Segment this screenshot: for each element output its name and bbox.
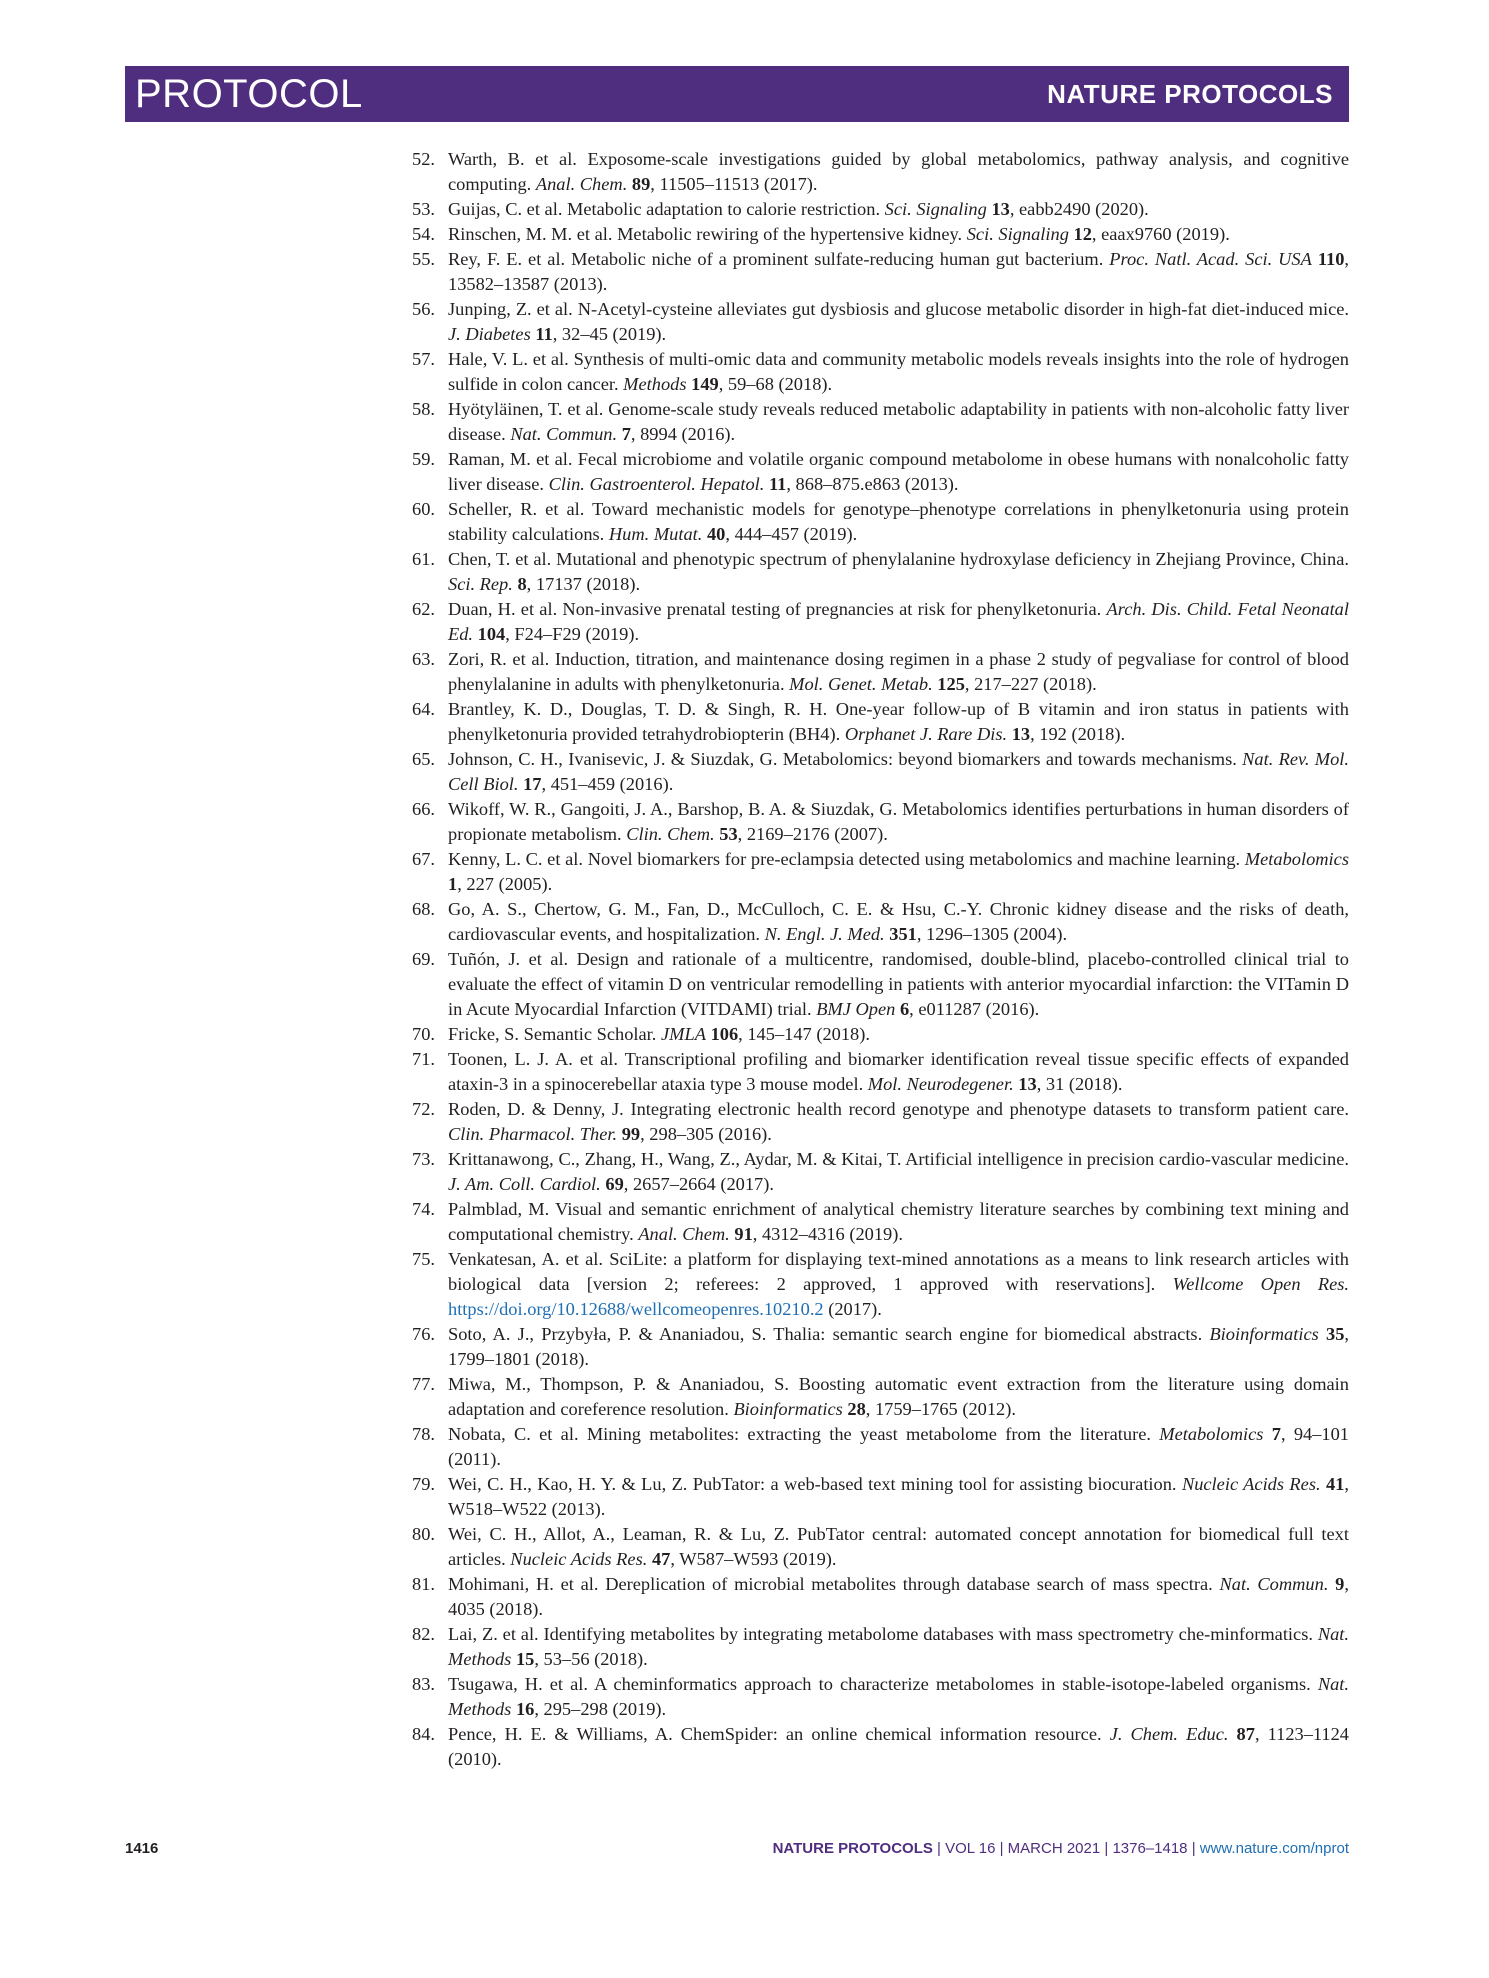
reference-item xyxy=(412,497,1349,547)
reference-text: , 2657–2664 (2017). xyxy=(623,1174,774,1194)
reference-item xyxy=(412,222,1349,247)
reference-volume: 87 xyxy=(1236,1724,1255,1744)
reference-text: Pence, H. E. & Williams, A. ChemSpider: an online chemical information resource. xyxy=(448,1724,1110,1744)
reference-text: , 451–459 (2016). xyxy=(541,774,674,794)
reference-item xyxy=(412,597,1349,647)
reference-item xyxy=(412,947,1349,1022)
reference-number: 76. xyxy=(412,1324,435,1344)
reference-journal: Clin. Chem. xyxy=(626,824,715,844)
reference-volume: 99 xyxy=(621,1124,641,1144)
reference-text: Hyötyläinen, T. et al. Genome-scale study reveals reduced metabolic adaptability in patients with non-alcoholic fatty liver disease. xyxy=(448,399,1349,444)
reference-number: 55. xyxy=(412,249,435,269)
reference-text: Rey, F. E. et al. Metabolic niche of a prominent sulfate-reducing human gut bacterium. xyxy=(448,249,1110,269)
reference-number: 52. xyxy=(412,149,435,169)
reference-text: , eabb2490 (2020). xyxy=(1009,199,1149,219)
reference-volume: 89 xyxy=(631,174,651,194)
reference-number: 63. xyxy=(412,649,435,669)
reference-volume: 28 xyxy=(847,1399,866,1419)
reference-text: Lai, Z. et al. Identifying metabolites by integrating metabolome databases with mass spectrometry che-minformatics. xyxy=(448,1624,1318,1644)
reference-text: Wikoff, W. R., Gangoiti, J. A., Barshop, B. A. & Siuzdak, G. Metabolomics identifies perturbations in human disorders of propionate metabolism. xyxy=(448,799,1349,844)
reference-journal: Arch. Dis. Child. Fetal Neonatal Ed. xyxy=(448,599,1349,644)
reference-journal: Mol. Genet. Metab. xyxy=(789,674,933,694)
reference-item xyxy=(412,397,1349,447)
reference-item xyxy=(412,1022,1349,1047)
footer-separator: | xyxy=(1100,1840,1113,1857)
reference-item xyxy=(412,247,1349,297)
reference-number: 59. xyxy=(412,449,435,469)
footer-pages: 1376–1418 xyxy=(1112,1840,1188,1857)
reference-number: 58. xyxy=(412,399,435,419)
reference-journal: Nucleic Acids Res. xyxy=(1181,1474,1321,1494)
reference-number: 72. xyxy=(412,1099,435,1119)
reference-item xyxy=(412,547,1349,597)
footer-date: MARCH 2021 xyxy=(1007,1840,1101,1857)
reference-text: Soto, A. J., Przybyła, P. & Ananiadou, S. Thalia: semantic search engine for biomedical abstracts. xyxy=(448,1324,1210,1344)
reference-item xyxy=(412,897,1349,947)
reference-text: Kenny, L. C. et al. Novel biomarkers for pre-eclampsia detected using metabolomics and machine learning. xyxy=(448,849,1245,869)
reference-item xyxy=(412,197,1349,222)
reference-number: 84. xyxy=(412,1724,435,1744)
reference-item xyxy=(412,1047,1349,1097)
reference-journal: Sci. Signaling xyxy=(966,224,1069,244)
reference-volume: 8 xyxy=(517,574,527,594)
reference-text: Scheller, R. et al. Toward mechanistic models for genotype–phenotype correlations in phenylketonuria using protein stability calculations. xyxy=(448,499,1349,544)
reference-text: Krittanawong, C., Zhang, H., Wang, Z., Aydar, M. & Kitai, T. Artificial intelligence in precision cardio-vascular medicine. xyxy=(448,1149,1349,1169)
footer-journal-name: NATURE PROTOCOLS xyxy=(772,1840,933,1857)
section-label: PROTOCOL xyxy=(135,72,363,116)
reference-text: , 1799–1801 (2018). xyxy=(448,1324,1350,1369)
reference-journal: Metabolomics xyxy=(1244,849,1349,869)
reference-journal: Methods xyxy=(623,374,687,394)
reference-text xyxy=(1228,1724,1236,1744)
reference-text: Mohimani, H. et al. Dereplication of microbial metabolites through database search of mass spectra. xyxy=(448,1574,1220,1594)
reference-text: Rinschen, M. M. et al. Metabolic rewiring of the hypertensive kidney. xyxy=(448,224,967,244)
reference-text: , 94–101 (2011). xyxy=(448,1424,1349,1469)
reference-text: , 227 (2005). xyxy=(457,874,553,894)
reference-volume: 53 xyxy=(719,824,738,844)
reference-journal: Nat. Rev. Mol. Cell Biol. xyxy=(448,749,1349,794)
reference-volume: 106 xyxy=(710,1024,739,1044)
reference-volume: 35 xyxy=(1326,1324,1345,1344)
reference-journal: Wellcome Open Res. xyxy=(1172,1274,1349,1294)
reference-journal: Bioinformatics xyxy=(733,1399,843,1419)
reference-number: 70. xyxy=(412,1024,435,1044)
reference-volume: 125 xyxy=(937,674,965,694)
reference-text: , eaax9760 (2019). xyxy=(1091,224,1230,244)
reference-journal: JMLA xyxy=(661,1024,706,1044)
reference-volume: 12 xyxy=(1073,224,1092,244)
reference-text: , 4312–4316 (2019). xyxy=(752,1224,903,1244)
reference-text: , 59–68 (2018). xyxy=(718,374,833,394)
reference-volume: 69 xyxy=(605,1174,624,1194)
reference-number: 60. xyxy=(412,499,435,519)
reference-item xyxy=(412,1522,1349,1572)
reference-volume: 9 xyxy=(1335,1574,1345,1594)
reference-text: Raman, M. et al. Fecal microbiome and volatile organic compound metabolome in obese humans with nonalcoholic fatty liver disease. xyxy=(448,449,1349,494)
reference-journal: Nat. Methods xyxy=(448,1674,1349,1719)
reference-text: , 217–227 (2018). xyxy=(964,674,1097,694)
reference-text: , 11505–11513 (2017). xyxy=(650,174,818,194)
reference-number: 77. xyxy=(412,1374,435,1394)
reference-text: Hale, V. L. et al. Synthesis of multi-omic data and community metabolic models reveals insights into the role of hydrogen sulfide in colon cancer. xyxy=(448,349,1349,394)
reference-volume: 351 xyxy=(889,924,917,944)
reference-text: , W518–W522 (2013). xyxy=(448,1474,1349,1519)
reference-item xyxy=(412,1372,1349,1422)
reference-text: Nobata, C. et al. Mining metabolites: extracting the yeast metabolome from the literature. xyxy=(448,1424,1160,1444)
reference-text: Tuñón, J. et al. Design and rationale of a multicentre, randomised, double-blind, placebo-controlled clinical trial to evaluate the effect of vitamin D on ventricular remodelling in patients with anterior myocardial infarction: the VITamin D in Acute Myocardial Infarction (VITDAMI) trial. xyxy=(448,949,1349,1019)
reference-item xyxy=(412,1722,1349,1772)
reference-item xyxy=(412,1572,1349,1622)
reference-item xyxy=(412,1672,1349,1722)
journal-title: NATURE PROTOCOLS xyxy=(1047,79,1333,109)
reference-volume: 40 xyxy=(706,524,726,544)
page-footer xyxy=(125,1840,1349,1864)
reference-text: Venkatesan, A. et al. SciLite: a platform for displaying text-mined annotations as a means to link research articles with biological data [version 2; referees: 2 approved, 1 approved with reservations]. xyxy=(448,1249,1349,1294)
reference-number: 71. xyxy=(412,1049,435,1069)
reference-item xyxy=(412,1622,1349,1672)
reference-text: , 31 (2018). xyxy=(1036,1074,1123,1094)
reference-volume: 91 xyxy=(734,1224,753,1244)
reference-text: , 1123–1124 (2010). xyxy=(448,1724,1349,1769)
reference-item xyxy=(412,447,1349,497)
reference-text: Toonen, L. J. A. et al. Transcriptional profiling and biomarker identification reveal tissue specific effects of expanded ataxin-3 in a spinocerebellar ataxia type 3 mouse model. xyxy=(448,1049,1349,1094)
reference-volume: 7 xyxy=(1271,1424,1281,1444)
reference-number: 65. xyxy=(412,749,435,769)
reference-journal: BMJ Open xyxy=(816,999,896,1019)
reference-journal: Sci. Signaling xyxy=(884,199,987,219)
reference-text: , W587–W593 (2019). xyxy=(670,1549,837,1569)
reference-item xyxy=(412,1247,1349,1322)
reference-text: Duan, H. et al. Non-invasive prenatal testing of pregnancies at risk for phenylketonuria. xyxy=(448,599,1107,619)
reference-number: 66. xyxy=(412,799,435,819)
reference-journal: J. Am. Coll. Cardiol. xyxy=(448,1174,601,1194)
reference-number: 78. xyxy=(412,1424,435,1444)
reference-journal: N. Engl. J. Med. xyxy=(764,924,885,944)
reference-journal: Bioinformatics xyxy=(1209,1324,1319,1344)
reference-text: Roden, D. & Denny, J. Integrating electronic health record genotype and phenotype datasets to transform patient care. xyxy=(448,1099,1349,1119)
reference-volume: 15 xyxy=(515,1649,535,1669)
reference-doi-link[interactable]: https://doi.org/10.12688/wellcomeopenres.10210.2 xyxy=(448,1299,824,1319)
reference-item xyxy=(412,797,1349,847)
reference-text: , 8994 (2016). xyxy=(630,424,736,444)
reference-number: 57. xyxy=(412,349,435,369)
reference-number: 79. xyxy=(412,1474,435,1494)
section-header-banner xyxy=(125,66,1349,122)
reference-text: , 53–56 (2018). xyxy=(534,1649,648,1669)
reference-text: , 1759–1765 (2012). xyxy=(865,1399,1016,1419)
reference-text: Palmblad, M. Visual and semantic enrichment of analytical chemistry literature searches by combining text mining and computational chemistry. xyxy=(448,1199,1349,1244)
reference-number: 74. xyxy=(412,1199,435,1219)
reference-text: Wei, C. H., Kao, H. Y. & Lu, Z. PubTator: a web-based text mining tool for assisting biocuration. xyxy=(448,1474,1182,1494)
reference-text: Zori, R. et al. Induction, titration, and maintenance dosing regimen in a phase 2 study of pegvaliase for control of blood phenylalanine in adults with phenylketonuria. xyxy=(448,649,1349,694)
reference-volume: 41 xyxy=(1326,1474,1345,1494)
reference-text: Go, A. S., Chertow, G. M., Fan, D., McCulloch, C. E. & Hsu, C.-Y. Chronic kidney disease and the risks of death, cardiovascular events, and hospitalization. xyxy=(448,899,1349,944)
reference-journal: Nat. Commun. xyxy=(510,424,618,444)
reference-number: 73. xyxy=(412,1149,435,1169)
reference-text: , 295–298 (2019). xyxy=(534,1699,667,1719)
reference-number: 64. xyxy=(412,699,435,719)
reference-number: 67. xyxy=(412,849,435,869)
reference-journal: J. Chem. Educ. xyxy=(1109,1724,1229,1744)
reference-text: , 868–875.e863 (2013). xyxy=(786,474,959,494)
reference-journal: Clin. Gastroenterol. Hepatol. xyxy=(548,474,765,494)
reference-text xyxy=(1319,1324,1326,1344)
footer-separator: | xyxy=(932,1840,946,1857)
reference-journal: Sci. Rep. xyxy=(448,574,513,594)
reference-text: Johnson, C. H., Ivanisevic, J. & Siuzdak, G. Metabolomics: beyond biomarkers and towards mechanisms. xyxy=(448,749,1243,769)
page-number: 1416 xyxy=(125,1840,159,1857)
reference-journal: Anal. Chem. xyxy=(638,1224,730,1244)
reference-text: Brantley, K. D., Douglas, T. D. & Singh, R. H. One-year follow-up of B vitamin and iron status in patients with phenylketonuria provided tetrahydrobiopterin (BH4). xyxy=(448,699,1349,744)
reference-text xyxy=(1263,1424,1271,1444)
reference-volume: 11 xyxy=(768,474,787,494)
reference-item xyxy=(412,1422,1349,1472)
reference-number: 75. xyxy=(412,1249,435,1269)
reference-text: Tsugawa, H. et al. A cheminformatics approach to characterize metabolomes in stable-isotope-labeled organisms. xyxy=(448,1674,1318,1694)
reference-text: , 298–305 (2016). xyxy=(640,1124,772,1144)
reference-text: , 4035 (2018). xyxy=(448,1574,1349,1619)
reference-volume: 1 xyxy=(448,874,458,894)
reference-number: 68. xyxy=(412,899,435,919)
reference-item xyxy=(412,697,1349,747)
reference-number: 61. xyxy=(412,549,435,569)
reference-text: , F24–F29 (2019). xyxy=(505,624,640,644)
reference-text: Guijas, C. et al. Metabolic adaptation to calorie restriction. xyxy=(448,199,885,219)
reference-journal: Nat. Methods xyxy=(448,1624,1349,1669)
reference-item xyxy=(412,1147,1349,1197)
reference-journal: Clin. Pharmacol. Ther. xyxy=(448,1124,618,1144)
reference-item xyxy=(412,1472,1349,1522)
reference-number: 83. xyxy=(412,1674,435,1694)
reference-text: Warth, B. et al. Exposome-scale investigations guided by global metabolomics, pathway analysis, and cognitive computing. xyxy=(448,149,1349,194)
footer-separator: | xyxy=(1187,1840,1200,1857)
reference-number: 82. xyxy=(412,1624,435,1644)
reference-text: Chen, T. et al. Mutational and phenotypic spectrum of phenylalanine hydroxylase deficiency in Zhejiang Province, China. xyxy=(448,549,1349,569)
reference-text: , 13582–13587 (2013). xyxy=(448,249,1349,294)
reference-list xyxy=(412,147,1349,1772)
reference-journal: Nucleic Acids Res. xyxy=(510,1549,648,1569)
footer-journal-info xyxy=(773,1840,1349,1857)
reference-volume: 47 xyxy=(651,1549,671,1569)
footer-journal-url[interactable]: www.nature.com/nprot xyxy=(1199,1840,1349,1857)
reference-volume: 104 xyxy=(477,624,506,644)
reference-text: , 2169–2176 (2007). xyxy=(737,824,888,844)
reference-volume: 16 xyxy=(515,1699,535,1719)
reference-number: 54. xyxy=(412,224,435,244)
reference-item xyxy=(412,647,1349,697)
reference-number: 56. xyxy=(412,299,435,319)
reference-text: , 1296–1305 (2004). xyxy=(916,924,1068,944)
reference-number: 69. xyxy=(412,949,435,969)
reference-volume: 17 xyxy=(523,774,542,794)
reference-item xyxy=(412,747,1349,797)
reference-text: Miwa, M., Thompson, P. & Ananiadou, S. Boosting automatic event extraction from the literature using domain adaptation and coreference resolution. xyxy=(448,1374,1349,1419)
reference-journal: Hum. Mutat. xyxy=(608,524,703,544)
reference-item xyxy=(412,1322,1349,1372)
reference-journal: Proc. Natl. Acad. Sci. USA xyxy=(1109,249,1312,269)
reference-volume: 13 xyxy=(991,199,1010,219)
reference-text: (2017). xyxy=(823,1299,882,1319)
reference-text: Wei, C. H., Allot, A., Leaman, R. & Lu, Z. PubTator central: automated concept annotation for biomedical full text articles. xyxy=(448,1524,1349,1569)
reference-number: 81. xyxy=(412,1574,435,1594)
reference-volume: 149 xyxy=(691,374,719,394)
reference-volume: 11 xyxy=(535,324,553,344)
reference-text: , e011287 (2016). xyxy=(909,999,1040,1019)
reference-journal: Orphanet J. Rare Dis. xyxy=(844,724,1008,744)
reference-volume: 13 xyxy=(1018,1074,1037,1094)
reference-text: , 444–457 (2019). xyxy=(725,524,858,544)
reference-text: , 32–45 (2019). xyxy=(552,324,667,344)
reference-item xyxy=(412,1197,1349,1247)
reference-text: , 192 (2018). xyxy=(1030,724,1126,744)
footer-separator: | xyxy=(995,1840,1008,1857)
footer-volume: VOL 16 xyxy=(945,1840,996,1857)
reference-volume: 110 xyxy=(1317,249,1345,269)
reference-number: 80. xyxy=(412,1524,435,1544)
reference-journal: Nat. Commun. xyxy=(1219,1574,1329,1594)
reference-item xyxy=(412,297,1349,347)
reference-item xyxy=(412,147,1349,197)
reference-volume: 13 xyxy=(1011,724,1031,744)
reference-volume: 7 xyxy=(621,424,631,444)
reference-journal: Metabolomics xyxy=(1159,1424,1264,1444)
reference-volume: 6 xyxy=(899,999,910,1019)
reference-journal: Mol. Neurodegener. xyxy=(867,1074,1014,1094)
reference-item xyxy=(412,347,1349,397)
reference-number: 53. xyxy=(412,199,435,219)
reference-journal: Anal. Chem. xyxy=(535,174,628,194)
reference-item xyxy=(412,1097,1349,1147)
reference-item xyxy=(412,847,1349,897)
reference-text: Junping, Z. et al. N-Acetyl-cysteine alleviates gut dysbiosis and glucose metabolic disorder in high-fat diet-induced mice. xyxy=(448,299,1349,319)
reference-journal: J. Diabetes xyxy=(448,324,531,344)
reference-number: 62. xyxy=(412,599,435,619)
reference-text: , 145–147 (2018). xyxy=(738,1024,870,1044)
reference-text: Fricke, S. Semantic Scholar. xyxy=(448,1024,661,1044)
reference-text: , 17137 (2018). xyxy=(526,574,641,594)
